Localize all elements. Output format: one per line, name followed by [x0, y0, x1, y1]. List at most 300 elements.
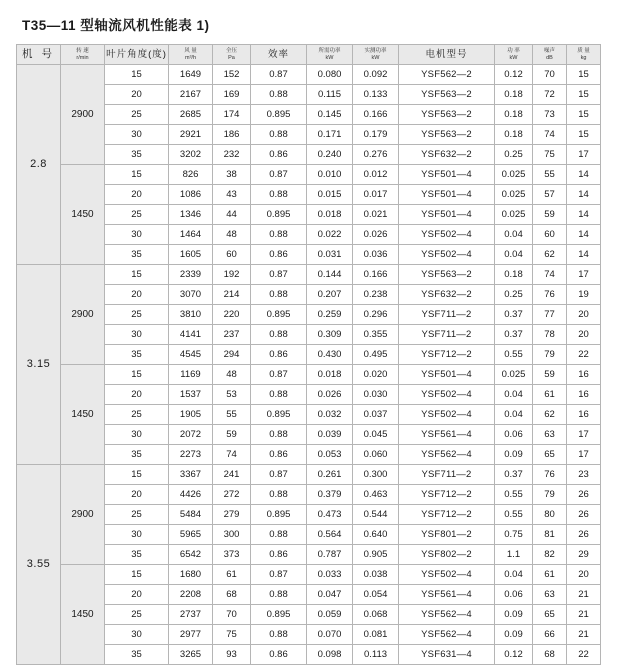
motor-power-cell: 0.04 [495, 245, 533, 265]
blade-angle-cell: 15 [105, 365, 169, 385]
blade-angle-cell: 35 [105, 645, 169, 665]
air-flow-cell: 2921 [169, 125, 213, 145]
column-header-line1: 所需功率 [318, 47, 341, 54]
motor-model-cell: YSF502—4 [399, 245, 495, 265]
total-pressure-cell: 373 [213, 545, 251, 565]
required-power-cell: 0.031 [307, 245, 353, 265]
weight-cell: 22 [567, 345, 601, 365]
total-pressure-cell: 169 [213, 85, 251, 105]
weight-cell: 17 [567, 145, 601, 165]
motor-power-cell: 0.025 [495, 205, 533, 225]
measured-power-cell: 0.060 [353, 445, 399, 465]
motor-model-cell: YSF562—2 [399, 65, 495, 85]
air-flow-cell: 4545 [169, 345, 213, 365]
required-power-cell: 0.240 [307, 145, 353, 165]
motor-power-cell: 0.75 [495, 525, 533, 545]
efficiency-cell: 0.88 [251, 425, 307, 445]
air-flow-cell: 5965 [169, 525, 213, 545]
efficiency-cell: 0.87 [251, 565, 307, 585]
total-pressure-cell: 294 [213, 345, 251, 365]
required-power-cell: 0.022 [307, 225, 353, 245]
required-power-cell: 0.032 [307, 405, 353, 425]
column-header-line1: 风 量 [184, 47, 197, 54]
blade-angle-cell: 20 [105, 485, 169, 505]
air-flow-cell: 1605 [169, 245, 213, 265]
total-pressure-cell: 186 [213, 125, 251, 145]
weight-cell: 15 [567, 65, 601, 85]
blade-angle-cell: 20 [105, 585, 169, 605]
measured-power-cell: 0.276 [353, 145, 399, 165]
motor-power-cell: 0.04 [495, 385, 533, 405]
required-power-cell: 0.259 [307, 305, 353, 325]
motor-model-cell: YSF562—4 [399, 605, 495, 625]
motor-model-cell: YSF801—2 [399, 525, 495, 545]
noise-cell: 62 [533, 245, 567, 265]
noise-cell: 80 [533, 505, 567, 525]
efficiency-cell: 0.88 [251, 85, 307, 105]
total-pressure-cell: 44 [213, 205, 251, 225]
measured-power-cell: 0.038 [353, 565, 399, 585]
required-power-cell: 0.787 [307, 545, 353, 565]
column-header-11 [567, 45, 601, 65]
noise-cell: 63 [533, 585, 567, 605]
motor-model-cell: YSF711—2 [399, 305, 495, 325]
fan-model-cell: 3.15 [17, 265, 61, 465]
measured-power-cell: 0.054 [353, 585, 399, 605]
total-pressure-cell: 174 [213, 105, 251, 125]
table-row [17, 205, 601, 225]
measured-power-cell: 0.495 [353, 345, 399, 365]
measured-power-cell: 0.166 [353, 105, 399, 125]
efficiency-cell: 0.86 [251, 345, 307, 365]
measured-power-cell: 0.238 [353, 285, 399, 305]
column-header-line2: dB [546, 54, 553, 61]
blade-angle-cell: 20 [105, 85, 169, 105]
measured-power-cell: 0.017 [353, 185, 399, 205]
noise-cell: 70 [533, 65, 567, 85]
measured-power-cell: 0.037 [353, 405, 399, 425]
column-header-10 [533, 45, 567, 65]
column-header-line2: m³/h [185, 54, 196, 61]
motor-power-cell: 0.37 [495, 465, 533, 485]
table-row [17, 165, 601, 185]
motor-power-cell: 0.18 [495, 105, 533, 125]
measured-power-cell: 0.166 [353, 265, 399, 285]
table-row [17, 145, 601, 165]
air-flow-cell: 2685 [169, 105, 213, 125]
rotation-speed-cell: 1450 [61, 565, 105, 665]
table-row [17, 265, 601, 285]
motor-model-cell: YSF501—4 [399, 185, 495, 205]
weight-cell: 29 [567, 545, 601, 565]
total-pressure-cell: 75 [213, 625, 251, 645]
weight-cell: 26 [567, 525, 601, 545]
required-power-cell: 0.053 [307, 445, 353, 465]
motor-power-cell: 0.09 [495, 625, 533, 645]
blade-angle-cell: 15 [105, 265, 169, 285]
motor-power-cell: 0.37 [495, 305, 533, 325]
motor-power-cell: 0.04 [495, 565, 533, 585]
blade-angle-cell: 15 [105, 465, 169, 485]
blade-angle-cell: 25 [105, 405, 169, 425]
efficiency-cell: 0.87 [251, 165, 307, 185]
noise-cell: 77 [533, 305, 567, 325]
efficiency-cell: 0.86 [251, 245, 307, 265]
table-row [17, 225, 601, 245]
efficiency-cell: 0.86 [251, 545, 307, 565]
noise-cell: 74 [533, 265, 567, 285]
table-row [17, 625, 601, 645]
total-pressure-cell: 220 [213, 305, 251, 325]
motor-model-cell: YSF711—2 [399, 325, 495, 345]
table-row [17, 605, 601, 625]
blade-angle-cell: 25 [105, 605, 169, 625]
rotation-speed-cell: 1450 [61, 165, 105, 265]
motor-power-cell: 0.12 [495, 645, 533, 665]
column-header-5: 效率 [251, 45, 307, 65]
motor-model-cell: YSF502—4 [399, 225, 495, 245]
noise-cell: 62 [533, 405, 567, 425]
motor-power-cell: 0.25 [495, 285, 533, 305]
measured-power-cell: 0.355 [353, 325, 399, 345]
total-pressure-cell: 48 [213, 365, 251, 385]
efficiency-cell: 0.88 [251, 225, 307, 245]
required-power-cell: 0.015 [307, 185, 353, 205]
efficiency-cell: 0.895 [251, 405, 307, 425]
motor-model-cell: YSF501—4 [399, 365, 495, 385]
noise-cell: 73 [533, 105, 567, 125]
measured-power-cell: 0.068 [353, 605, 399, 625]
required-power-cell: 0.309 [307, 325, 353, 345]
noise-cell: 68 [533, 645, 567, 665]
motor-model-cell: YSF562—4 [399, 625, 495, 645]
motor-power-cell: 0.55 [495, 505, 533, 525]
weight-cell: 15 [567, 105, 601, 125]
air-flow-cell: 1086 [169, 185, 213, 205]
efficiency-cell: 0.88 [251, 325, 307, 345]
efficiency-cell: 0.87 [251, 265, 307, 285]
noise-cell: 78 [533, 325, 567, 345]
table-body [17, 65, 601, 665]
noise-cell: 76 [533, 285, 567, 305]
total-pressure-cell: 55 [213, 405, 251, 425]
measured-power-cell: 0.640 [353, 525, 399, 545]
air-flow-cell: 1346 [169, 205, 213, 225]
measured-power-cell: 0.012 [353, 165, 399, 185]
blade-angle-cell: 35 [105, 245, 169, 265]
total-pressure-cell: 152 [213, 65, 251, 85]
efficiency-cell: 0.88 [251, 625, 307, 645]
motor-power-cell: 0.55 [495, 345, 533, 365]
noise-cell: 60 [533, 225, 567, 245]
required-power-cell: 0.047 [307, 585, 353, 605]
efficiency-cell: 0.88 [251, 185, 307, 205]
efficiency-cell: 0.88 [251, 485, 307, 505]
motor-power-cell: 0.06 [495, 425, 533, 445]
column-header-line2: Pa [228, 54, 235, 61]
weight-cell: 20 [567, 325, 601, 345]
noise-cell: 59 [533, 205, 567, 225]
blade-angle-cell: 15 [105, 65, 169, 85]
motor-model-cell: YSF501—4 [399, 165, 495, 185]
motor-model-cell: YSF563—2 [399, 125, 495, 145]
noise-cell: 59 [533, 365, 567, 385]
air-flow-cell: 3367 [169, 465, 213, 485]
noise-cell: 61 [533, 565, 567, 585]
efficiency-cell: 0.88 [251, 125, 307, 145]
blade-angle-cell: 15 [105, 165, 169, 185]
motor-model-cell: YSF711—2 [399, 465, 495, 485]
efficiency-cell: 0.895 [251, 505, 307, 525]
measured-power-cell: 0.045 [353, 425, 399, 445]
required-power-cell: 0.144 [307, 265, 353, 285]
column-header-0: 机 号 [17, 45, 61, 65]
column-header-9 [495, 45, 533, 65]
air-flow-cell: 1905 [169, 405, 213, 425]
efficiency-cell: 0.87 [251, 65, 307, 85]
air-flow-cell: 1680 [169, 565, 213, 585]
motor-model-cell: YSF632—2 [399, 145, 495, 165]
noise-cell: 74 [533, 125, 567, 145]
weight-cell: 14 [567, 225, 601, 245]
noise-cell: 61 [533, 385, 567, 405]
weight-cell: 20 [567, 565, 601, 585]
table-row [17, 345, 601, 365]
blade-angle-cell: 25 [105, 105, 169, 125]
motor-model-cell: YSF502—4 [399, 565, 495, 585]
noise-cell: 81 [533, 525, 567, 545]
air-flow-cell: 3810 [169, 305, 213, 325]
efficiency-cell: 0.87 [251, 365, 307, 385]
total-pressure-cell: 59 [213, 425, 251, 445]
blade-angle-cell: 20 [105, 285, 169, 305]
noise-cell: 63 [533, 425, 567, 445]
required-power-cell: 0.010 [307, 165, 353, 185]
column-header-line1: 全压 [225, 47, 237, 54]
weight-cell: 15 [567, 125, 601, 145]
column-header-6 [307, 45, 353, 65]
motor-model-cell: YSF502—4 [399, 405, 495, 425]
motor-model-cell: YSF632—2 [399, 285, 495, 305]
air-flow-cell: 3202 [169, 145, 213, 165]
air-flow-cell: 2072 [169, 425, 213, 445]
column-header-1 [61, 45, 105, 65]
weight-cell: 16 [567, 385, 601, 405]
blade-angle-cell: 20 [105, 385, 169, 405]
air-flow-cell: 2273 [169, 445, 213, 465]
blade-angle-cell: 20 [105, 185, 169, 205]
motor-power-cell: 0.55 [495, 485, 533, 505]
air-flow-cell: 2167 [169, 85, 213, 105]
required-power-cell: 0.039 [307, 425, 353, 445]
column-header-7 [353, 45, 399, 65]
air-flow-cell: 826 [169, 165, 213, 185]
total-pressure-cell: 70 [213, 605, 251, 625]
weight-cell: 16 [567, 365, 601, 385]
required-power-cell: 0.430 [307, 345, 353, 365]
fan-model-cell: 2.8 [17, 65, 61, 265]
table-row [17, 85, 601, 105]
total-pressure-cell: 48 [213, 225, 251, 245]
motor-power-cell: 0.04 [495, 405, 533, 425]
total-pressure-cell: 43 [213, 185, 251, 205]
weight-cell: 14 [567, 165, 601, 185]
blade-angle-cell: 35 [105, 445, 169, 465]
measured-power-cell: 0.081 [353, 625, 399, 645]
blade-angle-cell: 25 [105, 305, 169, 325]
total-pressure-cell: 279 [213, 505, 251, 525]
blade-angle-cell: 30 [105, 325, 169, 345]
rotation-speed-cell: 1450 [61, 365, 105, 465]
motor-power-cell: 0.09 [495, 445, 533, 465]
air-flow-cell: 1649 [169, 65, 213, 85]
required-power-cell: 0.080 [307, 65, 353, 85]
motor-model-cell: YSF563—2 [399, 105, 495, 125]
total-pressure-cell: 214 [213, 285, 251, 305]
table-row [17, 365, 601, 385]
required-power-cell: 0.145 [307, 105, 353, 125]
noise-cell: 79 [533, 485, 567, 505]
measured-power-cell: 0.036 [353, 245, 399, 265]
table-row [17, 585, 601, 605]
column-header-line2: kg [580, 54, 587, 61]
total-pressure-cell: 38 [213, 165, 251, 185]
weight-cell: 19 [567, 285, 601, 305]
measured-power-cell: 0.296 [353, 305, 399, 325]
air-flow-cell: 2208 [169, 585, 213, 605]
motor-model-cell: YSF802—2 [399, 545, 495, 565]
table-row [17, 105, 601, 125]
weight-cell: 21 [567, 585, 601, 605]
efficiency-cell: 0.88 [251, 585, 307, 605]
column-header-line1: 功 率 [507, 47, 520, 54]
weight-cell: 23 [567, 465, 601, 485]
noise-cell: 55 [533, 165, 567, 185]
required-power-cell: 0.059 [307, 605, 353, 625]
table-row [17, 465, 601, 485]
table-row [17, 545, 601, 565]
efficiency-cell: 0.86 [251, 145, 307, 165]
blade-angle-cell: 30 [105, 525, 169, 545]
total-pressure-cell: 53 [213, 385, 251, 405]
air-flow-cell: 6542 [169, 545, 213, 565]
blade-angle-cell: 30 [105, 625, 169, 645]
column-header-2: 叶片角度(度) [105, 45, 169, 65]
page-title: T35—11 型轴流风机性能表 1) [22, 18, 210, 33]
air-flow-cell: 3265 [169, 645, 213, 665]
measured-power-cell: 0.092 [353, 65, 399, 85]
efficiency-cell: 0.895 [251, 105, 307, 125]
total-pressure-cell: 300 [213, 525, 251, 545]
weight-cell: 26 [567, 485, 601, 505]
total-pressure-cell: 61 [213, 565, 251, 585]
motor-power-cell: 0.18 [495, 85, 533, 105]
required-power-cell: 0.171 [307, 125, 353, 145]
noise-cell: 76 [533, 465, 567, 485]
total-pressure-cell: 272 [213, 485, 251, 505]
efficiency-cell: 0.895 [251, 205, 307, 225]
measured-power-cell: 0.026 [353, 225, 399, 245]
column-header-line1: 噪声 [543, 47, 555, 54]
blade-angle-cell: 35 [105, 345, 169, 365]
motor-model-cell: YSF502—4 [399, 385, 495, 405]
blade-angle-cell: 30 [105, 225, 169, 245]
weight-cell: 17 [567, 425, 601, 445]
total-pressure-cell: 237 [213, 325, 251, 345]
table-row [17, 565, 601, 585]
air-flow-cell: 2737 [169, 605, 213, 625]
efficiency-cell: 0.88 [251, 285, 307, 305]
motor-model-cell: YSF712—2 [399, 485, 495, 505]
column-header-3 [169, 45, 213, 65]
motor-power-cell: 0.04 [495, 225, 533, 245]
blade-angle-cell: 30 [105, 125, 169, 145]
blade-angle-cell: 35 [105, 145, 169, 165]
table-header [17, 45, 601, 65]
measured-power-cell: 0.113 [353, 645, 399, 665]
air-flow-cell: 1537 [169, 385, 213, 405]
table-row [17, 485, 601, 505]
required-power-cell: 0.207 [307, 285, 353, 305]
air-flow-cell: 1464 [169, 225, 213, 245]
required-power-cell: 0.018 [307, 365, 353, 385]
required-power-cell: 0.379 [307, 485, 353, 505]
table-row [17, 445, 601, 465]
weight-cell: 14 [567, 245, 601, 265]
required-power-cell: 0.070 [307, 625, 353, 645]
total-pressure-cell: 192 [213, 265, 251, 285]
table-row [17, 645, 601, 665]
column-header-line2: r/min [76, 54, 89, 61]
table-row [17, 385, 601, 405]
motor-power-cell: 1.1 [495, 545, 533, 565]
measured-power-cell: 0.905 [353, 545, 399, 565]
rotation-speed-cell: 2900 [61, 265, 105, 365]
blade-angle-cell: 30 [105, 425, 169, 445]
required-power-cell: 0.098 [307, 645, 353, 665]
measured-power-cell: 0.544 [353, 505, 399, 525]
table-row [17, 505, 601, 525]
column-header-line1: 质 量 [577, 47, 590, 54]
table-header-row [17, 45, 601, 65]
measured-power-cell: 0.463 [353, 485, 399, 505]
noise-cell: 65 [533, 445, 567, 465]
motor-power-cell: 0.025 [495, 165, 533, 185]
blade-angle-cell: 15 [105, 565, 169, 585]
required-power-cell: 0.026 [307, 385, 353, 405]
table-row [17, 325, 601, 345]
total-pressure-cell: 60 [213, 245, 251, 265]
total-pressure-cell: 232 [213, 145, 251, 165]
motor-power-cell: 0.025 [495, 185, 533, 205]
weight-cell: 21 [567, 625, 601, 645]
column-header-line2: kW [325, 54, 334, 61]
motor-power-cell: 0.12 [495, 65, 533, 85]
required-power-cell: 0.261 [307, 465, 353, 485]
fan-model-cell: 3.55 [17, 465, 61, 665]
table-row [17, 285, 601, 305]
efficiency-cell: 0.88 [251, 385, 307, 405]
table-row [17, 185, 601, 205]
measured-power-cell: 0.030 [353, 385, 399, 405]
measured-power-cell: 0.020 [353, 365, 399, 385]
table-row [17, 65, 601, 85]
noise-cell: 72 [533, 85, 567, 105]
measured-power-cell: 0.021 [353, 205, 399, 225]
weight-cell: 14 [567, 185, 601, 205]
noise-cell: 79 [533, 345, 567, 365]
measured-power-cell: 0.133 [353, 85, 399, 105]
